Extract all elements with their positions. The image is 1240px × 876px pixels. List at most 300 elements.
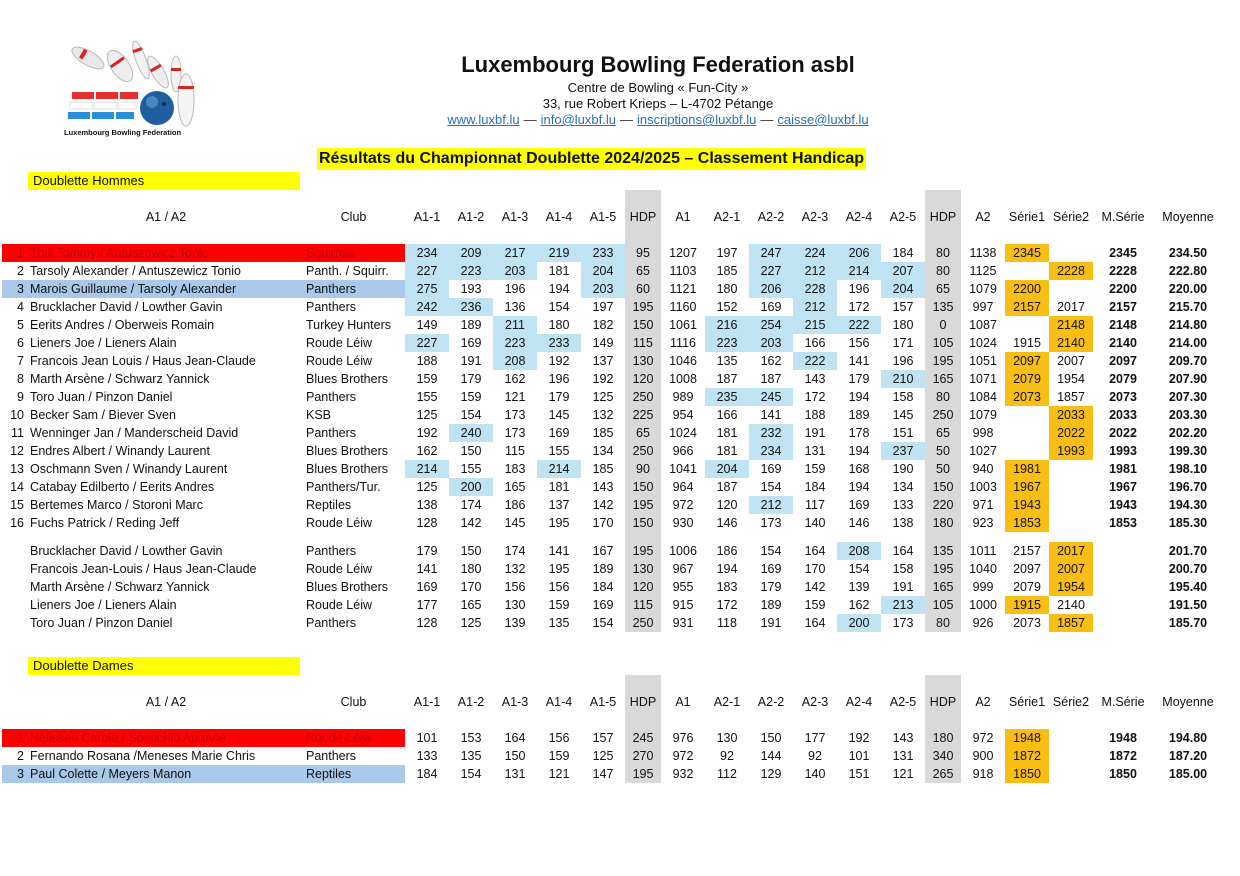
a2-game-5: 237 [881,442,925,460]
a2-game-4: 156 [848,336,870,350]
best-series [1093,596,1153,614]
a1-handicap: 65 [625,262,661,280]
average: 199.30 [1168,444,1208,458]
a2-game-3: 117 [805,498,825,512]
a1-game-5: 185 [592,462,614,476]
best-series: 2073 [1109,390,1137,404]
average: 196.70 [1168,480,1208,494]
a2-game-2: 254 [749,316,793,334]
a2-total: 1084 [969,390,997,404]
a2-game-1: 185 [716,264,738,278]
column-header-a1-handicap: HDP [625,190,661,244]
a2-handicap: 65 [925,280,961,298]
additional-series-row [2,578,1223,596]
a1-total: 1046 [669,354,697,368]
header-row [2,675,1223,729]
column-header-club: Club [340,695,367,709]
rank: 16 [10,516,24,530]
best-series: 2033 [1109,408,1137,422]
column-header-club: Club [340,210,367,224]
a2-game-1: 235 [705,388,749,406]
a1-total: 1061 [669,318,697,332]
serie-2: 2007 [1057,354,1085,368]
club: Blues Brothers [306,444,388,458]
column-header-serie-1: Série1 [1008,210,1046,224]
serie-1: 2079 [1005,370,1049,388]
a2-game-5: 145 [892,408,914,422]
a1-total: 1024 [669,426,697,440]
best-series [1093,560,1153,578]
serie-2: 2033 [1049,406,1093,424]
pair-names: Paul Colette / Meyers Manon [30,765,302,783]
a1-game-5: 149 [592,336,614,350]
best-series: 2140 [1109,336,1137,350]
a2-game-4: 178 [848,426,870,440]
a1-handicap: 130 [625,352,661,370]
a2-handicap: 105 [925,596,961,614]
rank: 15 [10,498,24,512]
column-header-rank [2,675,30,729]
best-series [1093,614,1153,632]
rank: 7 [17,354,24,368]
page-title: Résultats du Championnat Doublette 2024/2025 – Classement Handicap [317,148,866,170]
a2-total: 1003 [969,480,997,494]
a1-game-2: 155 [460,462,482,476]
serie-2: 2007 [1049,560,1093,578]
a1-game-4: 180 [548,318,570,332]
org-name: Luxembourg Bowling Federation asbl [461,52,855,77]
a1-game-1: 234 [405,244,449,262]
a2-game-5: 171 [892,336,914,350]
a2-game-2: 227 [749,262,793,280]
pair-names: Endres Albert / Winandy Laurent [30,444,210,458]
a1-game-1: 162 [416,444,438,458]
a1-handicap: 250 [625,442,661,460]
header-row [2,190,1223,244]
rank: 5 [17,318,24,332]
a1-game-2: 150 [460,544,482,558]
spacer-cell [705,532,749,542]
a1-game-1: 125 [416,408,438,422]
spacer-cell [625,532,661,542]
a1-game-1: 128 [416,516,438,530]
a2-game-5: 157 [892,300,914,314]
a1-game-5: 125 [592,749,614,763]
a1-game-4: 121 [548,767,570,781]
a1-handicap: 150 [625,478,661,496]
ranking-row [2,334,1223,352]
club: Roude Léiw [306,516,373,530]
a2-game-2: 187 [760,372,782,386]
column-header-a1-handicap: HDP [625,675,661,729]
a1-handicap: 65 [625,424,661,442]
serie-1: 1853 [1005,514,1049,532]
a1-game-3: 211 [493,316,537,334]
serie-2: 2017 [1057,300,1085,314]
a1-game-1: 275 [405,280,449,298]
a1-game-3: 173 [504,408,526,422]
best-series [1093,542,1153,560]
a2-game-5: 184 [892,246,914,260]
rank: 3 [2,280,30,298]
a2-game-4: 146 [848,516,870,530]
column-header-a2-handicap: HDP [925,675,961,729]
best-series: 2022 [1109,426,1137,440]
a2-game-5: 207 [881,262,925,280]
website-link[interactable]: www.luxbf.lu [447,112,520,127]
additional-series-row [2,542,1223,560]
a1-game-2: 142 [460,516,482,530]
pair-names: Marth Arsène / Schwarz Yannick [30,372,210,386]
a2-total: 900 [972,749,994,763]
a2-game-1: 194 [716,562,738,576]
best-series: 2097 [1109,354,1137,368]
club: Roude Léiw [306,598,373,612]
club: Panthers [306,390,357,404]
a1-handicap: 195 [625,298,661,316]
a1-game-1: 192 [416,426,438,440]
serie-1: 1915 [1005,596,1049,614]
rank: 8 [17,372,24,386]
additional-series-row [2,614,1223,632]
average: 202.20 [1168,426,1208,440]
a2-game-3: 170 [804,562,826,576]
spacer-cell [925,532,961,542]
serie-1 [1005,424,1049,442]
pair-names: Marth Arsène / Schwarz Yannick [30,580,210,594]
average: 214.00 [1168,336,1208,350]
a1-game-1: 214 [405,460,449,478]
a2-total: 926 [972,616,994,630]
serie-1: 1967 [1005,478,1049,496]
column-header-rank [2,190,30,244]
results-table-hommes [2,190,1223,632]
club: Panthers [306,616,357,630]
a2-game-2: 154 [760,480,782,494]
a2-handicap: 195 [925,352,961,370]
a2-game-4: 169 [848,498,870,512]
a1-game-3: 223 [493,334,537,352]
serie-2: 2140 [1057,598,1085,612]
column-header-a2-game-1: A2-1 [713,210,741,224]
section-label-hommes: Doublette Hommes [28,172,300,190]
ranking-row [2,478,1223,496]
column-header-a1-game-5: A1-5 [589,695,617,709]
ranking-row [2,298,1223,316]
a2-game-3: 164 [804,616,826,630]
spacer-cell [881,532,925,542]
ranking-row [2,496,1223,514]
a1-total: 1008 [669,372,697,386]
a2-game-4: 200 [837,614,881,632]
column-header-a2-game-4: A2-4 [845,695,873,709]
pair-names: Lieners Joe / Lieners Alain [30,598,177,612]
a1-game-3: 183 [504,462,526,476]
a2-game-3: 212 [793,262,837,280]
serie-2: 2228 [1049,262,1093,280]
rank: 10 [10,408,24,422]
ranking-row [2,747,1223,765]
serie-1: 1915 [1013,336,1041,350]
a1-game-2: 236 [449,298,493,316]
pair-names: Nelissen Carole / Specchio Arianne [30,729,302,747]
a2-game-4: 189 [848,408,870,422]
serie-2 [1049,496,1093,514]
a1-total: 931 [672,616,694,630]
pair-names: Fernando Rosana /Meneses Marie Chris [30,749,256,763]
serie-2: 1954 [1049,578,1093,596]
a1-game-5: 143 [592,480,614,494]
a1-handicap: 250 [625,614,661,632]
a2-handicap: 195 [925,560,961,578]
a1-game-3: 165 [504,480,526,494]
a2-game-1: 204 [705,460,749,478]
a2-handicap: 135 [925,542,961,560]
a2-total: 1024 [969,336,997,350]
a2-game-1: 135 [716,354,738,368]
ranking-row [2,316,1223,334]
a1-total: 915 [672,598,694,612]
a1-handicap: 60 [625,280,661,298]
column-header-a2-total: A2 [975,695,991,709]
a2-game-5: 121 [892,767,914,781]
serie-1: 1850 [1005,765,1049,783]
a2-game-3: 172 [804,390,826,404]
a2-game-4: 222 [837,316,881,334]
a1-game-5: 203 [581,280,625,298]
average: 185.70 [1168,616,1208,630]
a1-game-3: 132 [504,562,526,576]
serie-2: 2148 [1049,316,1093,334]
column-header-pair-names: A1 / A2 [145,695,187,709]
a2-game-2: 203 [749,334,793,352]
serie-1: 2157 [1005,298,1049,316]
a2-total: 918 [972,767,994,781]
spacer-cell [537,532,581,542]
a1-game-2: 165 [460,598,482,612]
spacer-cell [961,532,1005,542]
a2-game-3: 164 [804,544,826,558]
a2-total: 1138 [969,246,997,260]
a1-handicap: 130 [625,560,661,578]
pair-names: Tarsoly Alexander / Antuszewicz Tonio [30,264,241,278]
a1-game-2: 154 [460,408,482,422]
inscriptions-email-link[interactable]: inscriptions@luxbf.lu [636,112,757,127]
a1-game-1: 188 [416,354,438,368]
average: 195.40 [1168,580,1208,594]
pair-names: Thill Tommy / Antuszewicz Tonio [30,244,302,262]
column-header-a2-game-3: A2-3 [801,210,829,224]
a2-game-2: 191 [760,616,782,630]
a1-game-4: 219 [537,244,581,262]
ranking-row [2,244,1223,262]
serie-1: 2345 [1005,244,1049,262]
a1-game-1: 242 [405,298,449,316]
a1-game-5: 154 [592,616,614,630]
pair-names: Marois Guillaume / Tarsoly Alexander [30,280,302,298]
a1-total: 1006 [669,544,697,558]
a1-game-1: 177 [416,598,438,612]
a1-game-2: 154 [460,767,482,781]
a1-handicap: 120 [625,370,661,388]
a2-game-3: 222 [793,352,837,370]
column-header-average: Moyenne [1162,210,1214,224]
a2-game-1: 216 [705,316,749,334]
a2-game-1: 152 [716,300,738,314]
a2-handicap: 165 [925,370,961,388]
a2-game-1: 118 [717,616,737,630]
column-header-a1-game-4: A1-4 [545,695,573,709]
rank: 14 [10,480,24,494]
average: 187.20 [1168,749,1208,763]
average: 207.30 [1168,390,1208,404]
club: Blues Brothers [306,580,388,594]
a1-total: 932 [672,767,694,781]
serie-1: 2097 [1013,562,1041,576]
club: Panthers [306,544,357,558]
serie-1 [1005,442,1049,460]
a1-handicap: 150 [625,514,661,532]
average: 194.30 [1168,498,1208,512]
a1-game-5: 170 [592,516,614,530]
a2-game-4: 154 [848,562,870,576]
a2-game-1: 181 [716,426,738,440]
a2-game-5: 151 [892,426,914,440]
a1-game-1: 227 [405,334,449,352]
spacer-cell [1153,532,1223,542]
serie-1 [1005,316,1049,334]
a1-total: 972 [672,498,694,512]
club: Reptiles [302,765,405,783]
a2-game-1: 112 [717,767,737,781]
a2-game-5: 133 [892,498,914,512]
a1-handicap: 245 [625,729,661,747]
serie-2 [1049,729,1093,747]
serie-1: 2157 [1013,544,1041,558]
average: 207.90 [1168,372,1208,386]
a1-game-4: 233 [537,334,581,352]
a1-game-4: 179 [548,390,570,404]
a2-total: 972 [972,731,994,745]
club: KSB [306,408,332,422]
rank: 1 [2,244,30,262]
a1-handicap: 195 [625,542,661,560]
best-series: 1993 [1109,444,1137,458]
a1-game-5: 204 [581,262,625,280]
a1-game-1: 155 [416,390,438,404]
a2-game-1: 92 [720,749,734,763]
pair-names: Fuchs Patrick / Reding Jeff [30,516,180,530]
a2-game-4: 179 [848,372,870,386]
a2-game-2: 154 [760,544,782,558]
a2-handicap: 80 [925,262,961,280]
a2-total: 923 [972,516,994,530]
pair-names: Oschmann Sven / Winandy Laurent [30,462,228,476]
a2-game-1: 130 [716,731,738,745]
a2-handicap: 135 [925,298,961,316]
a1-total: 955 [672,580,694,594]
a1-game-5: 233 [581,244,625,262]
a2-game-2: 169 [760,300,782,314]
average: 203.30 [1168,408,1208,422]
a2-game-1: 120 [716,498,738,512]
a2-handicap: 80 [925,614,961,632]
a1-game-2: 209 [449,244,493,262]
a1-game-4: 192 [548,354,570,368]
spacer-cell [405,532,449,542]
a1-game-2: 169 [460,336,482,350]
best-series: 1872 [1109,749,1137,763]
a1-game-1: 184 [416,767,438,781]
a2-handicap: 105 [925,334,961,352]
a2-total: 999 [972,580,994,594]
a2-handicap: 65 [925,424,961,442]
best-series: 2228 [1109,264,1137,278]
a2-total: 1079 [969,282,997,296]
a1-game-2: 193 [460,282,482,296]
spacer-cell [1093,532,1153,542]
a2-game-5: 196 [892,354,914,368]
a2-handicap: 180 [925,729,961,747]
link-separator: — [619,112,633,127]
a1-game-5: 157 [592,731,614,745]
column-header-a2-game-1: A2-1 [713,695,741,709]
ranking-row [2,424,1223,442]
a1-game-5: 192 [592,372,614,386]
club: Blues Brothers [306,462,388,476]
rank: 2 [17,264,24,278]
a1-total: 967 [672,562,694,576]
average: 200.70 [1168,562,1208,576]
a2-game-1: 187 [716,372,738,386]
a2-game-3: 159 [804,462,826,476]
rank: 1 [2,729,30,747]
section-label-dames: Doublette Dames [28,657,300,675]
a1-handicap: 195 [625,765,661,783]
a2-handicap: 50 [925,460,961,478]
a2-game-3: 143 [804,372,826,386]
rank [2,614,30,632]
a1-total: 966 [672,444,694,458]
a1-game-2: 223 [449,262,493,280]
serie-2 [1049,514,1093,532]
a2-total: 997 [972,300,994,314]
rank: 6 [17,336,24,350]
caisse-email-link[interactable]: caisse@luxbf.lu [777,112,869,127]
a2-game-4: 196 [848,282,870,296]
best-series [1093,578,1153,596]
rank: 11 [11,426,24,440]
a2-game-2: 129 [760,767,782,781]
best-series: 2157 [1109,300,1137,314]
a2-game-1: 223 [705,334,749,352]
a2-game-3: 159 [804,598,826,612]
a2-game-2: 162 [760,354,782,368]
a2-game-4: 208 [837,542,881,560]
a2-game-3: 131 [804,444,826,458]
a1-game-3: 136 [504,300,526,314]
spacer-cell [837,532,881,542]
a1-game-1: 149 [416,318,438,332]
ranking-row [2,729,1223,747]
column-header-a2-game-2: A2-2 [757,695,785,709]
a2-game-4: 168 [848,462,870,476]
a1-game-4: 154 [548,300,570,314]
info-email-link[interactable]: info@luxbf.lu [540,112,616,127]
a1-game-4: 145 [548,408,570,422]
a1-game-5: 189 [592,562,614,576]
ranking-row [2,370,1223,388]
